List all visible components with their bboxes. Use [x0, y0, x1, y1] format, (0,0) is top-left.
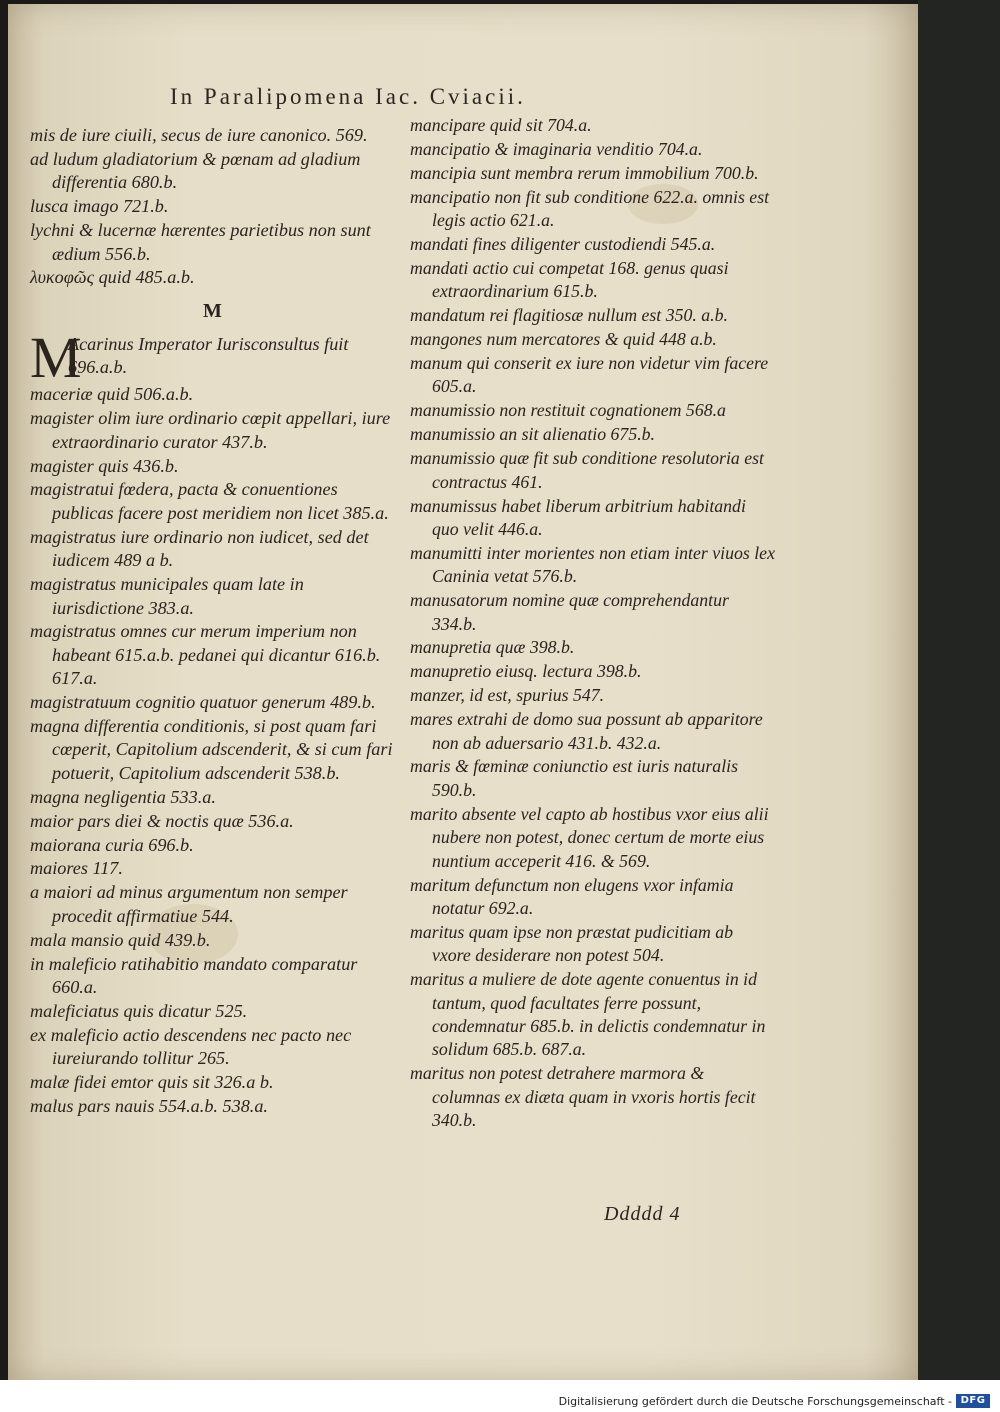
index-entry: manumissus habet liberum arbitrium habitandi quo velit 446.a.: [410, 495, 746, 539]
index-entry: manzer, id est, spurius 547.: [410, 685, 605, 706]
index-entry: λυκοφῶς quid 485.a.b.: [30, 267, 195, 288]
index-entry: maceriæ quid 506.a.b.: [30, 384, 194, 405]
index-entry: magna negligentia 533.a.: [30, 786, 216, 807]
index-entry: magistratus municipales quam late in iurisdictione 383.a.: [30, 574, 304, 618]
dfg-logo-icon: DFG: [956, 1394, 990, 1408]
index-entry: ex maleficio actio descendens nec pacto nec iureiurando tollitur 265.: [30, 1024, 352, 1069]
index-entry: maleficiatus quis dicatur 525.: [30, 1000, 248, 1021]
index-entry: manumissio non restituit cognationem 568.a: [410, 400, 726, 421]
index-column-left: [30, 124, 395, 1119]
index-entry: malæ fidei emtor quis sit 326.a b.: [30, 1072, 274, 1093]
index-entry: magistratuum cognitio quatuor generum 489.b.: [30, 692, 376, 713]
index-entry: manumissio quæ fit sub conditione resolutoria est contractus 461.: [410, 448, 764, 492]
index-entry: a maiori ad minus argumentum non semper procedit affirmatiue 544.: [30, 882, 348, 926]
index-entry: maritus a muliere de dote agente conuentus in id tantum, quod facultates ferre possunt, condemnatur 685.b. in delictis condemnatur in solidum 685.b. 687.a.: [410, 969, 766, 1060]
index-entry: mancipia sunt membra rerum immobilium 700.b.: [410, 162, 759, 183]
index-entry: mares extrahi de domo sua possunt ab apparitore non ab aduersario 431.b. 432.a.: [410, 709, 763, 753]
entry-list-top: [30, 124, 395, 290]
drop-cap: M: [30, 324, 82, 390]
index-entry: manupretio eiusq. lectura 398.b.: [410, 661, 642, 682]
funding-notice: Digitalisierung gefördert durch die Deutsche Forschungsgemeinschaft -: [558, 1395, 952, 1408]
index-entry: mandati actio cui competat 168. genus quasi extraordinarium 615.b.: [410, 257, 729, 302]
index-entry: ad ludum gladiatorium & pœnam ad gladium differentia 680.b.: [30, 148, 361, 193]
index-entry: magistratus iure ordinario non iudicet, sed det iudicem 489 a b.: [30, 526, 369, 571]
index-entry: manumissio an sit alienatio 675.b.: [410, 424, 655, 445]
index-entry: maior pars diei & noctis quæ 536.a.: [30, 810, 294, 831]
index-entry: manumitti inter morientes non etiam inter viuos lex Caninia vetat 576.b.: [410, 542, 775, 587]
running-head: In Paralipomena Iac. Cviacii.: [170, 84, 526, 109]
index-entry: in maleficio ratihabitio mandato comparatur 660.a.: [30, 953, 358, 997]
index-entry: magistratus omnes cur merum imperium non habeant 615.a.b. pedanei qui dicantur 616.b. 617.a.: [30, 621, 381, 689]
scan-background-band: [918, 0, 1000, 1380]
index-entry: maritus quam ipse non præstat pudicitiam ab vxore desiderare non potest 504.: [410, 921, 734, 966]
index-entry: maiorana curia 696.b.: [30, 834, 194, 855]
index-entry: magister olim iure ordinario cœpit appellari, iure extraordinario curator 437.b.: [30, 408, 391, 452]
index-entry: mandati fines diligenter custodiendi 545.a.: [410, 234, 716, 255]
index-entry: magistratui fœdera, pacta & conuentiones publicas facere post meridiem non licet 385.a.: [30, 479, 389, 523]
index-entry: lychni & lucernæ hærentes parietibus non sunt ædium 556.b.: [30, 220, 371, 264]
index-entry: manupretia quæ 398.b.: [410, 637, 575, 658]
letter-heading: M: [203, 299, 222, 322]
index-entry: manusatorum nomine quæ comprehendantur 334.b.: [410, 590, 729, 634]
index-entry: lusca imago 721.b.: [30, 196, 169, 217]
index-entry: mandatum rei flagitiosæ nullum est 350. a.b.: [410, 305, 728, 326]
index-entry: mis de iure ciuili, secus de iure canonico. 569.: [30, 125, 368, 145]
entry-list-bottom: [30, 383, 395, 1118]
initial-entry-text: Acarinus Imperator Iurisconsultus fuit 696.a.b.: [68, 333, 349, 378]
index-entry: manum qui conserit ex iure non videtur vim facere 605.a.: [410, 353, 769, 397]
index-entry: mancipatio & imaginaria venditio 704.a.: [410, 138, 703, 159]
index-column-right: [410, 114, 775, 1133]
index-entry: malus pars nauis 554.a.b. 538.a.: [30, 1096, 268, 1117]
signature-mark: Ddddd 4: [604, 1203, 681, 1225]
index-entry: mala mansio quid 439.b.: [30, 929, 211, 950]
initial-entry: [30, 324, 395, 390]
index-entry: maiores 117.: [30, 858, 123, 879]
index-entry: mancipare quid sit 704.a.: [410, 115, 592, 135]
index-entry: magister quis 436.b.: [30, 455, 179, 476]
index-entry: mancipatio non fit sub conditione 622.a. omnis est legis actio 621.a.: [410, 186, 770, 231]
index-entry: maritum defunctum non elugens vxor infamia notatur 692.a.: [410, 874, 734, 918]
index-entry: mangones num mercatores & quid 448 a.b.: [410, 329, 717, 350]
index-entry: maris & fœminæ coniunctio est iuris naturalis 590.b.: [410, 756, 738, 800]
index-entry: marito absente vel capto ab hostibus vxor eius alii nubere non potest, donec certum de morte eius nuntium acceperit 416. & 569.: [410, 803, 769, 871]
index-entry: maritus non potest detrahere marmora & columnas ex diæta quam in vxoris hortis fecit 340.b.: [410, 1063, 756, 1131]
entry-list-right: [410, 114, 775, 1132]
index-entry: magna differentia conditionis, si post quam fari cœperit, Capitolium adscenderit, & si cum fari potuerit, Capitolium adscenderit 538.b.: [30, 716, 393, 783]
